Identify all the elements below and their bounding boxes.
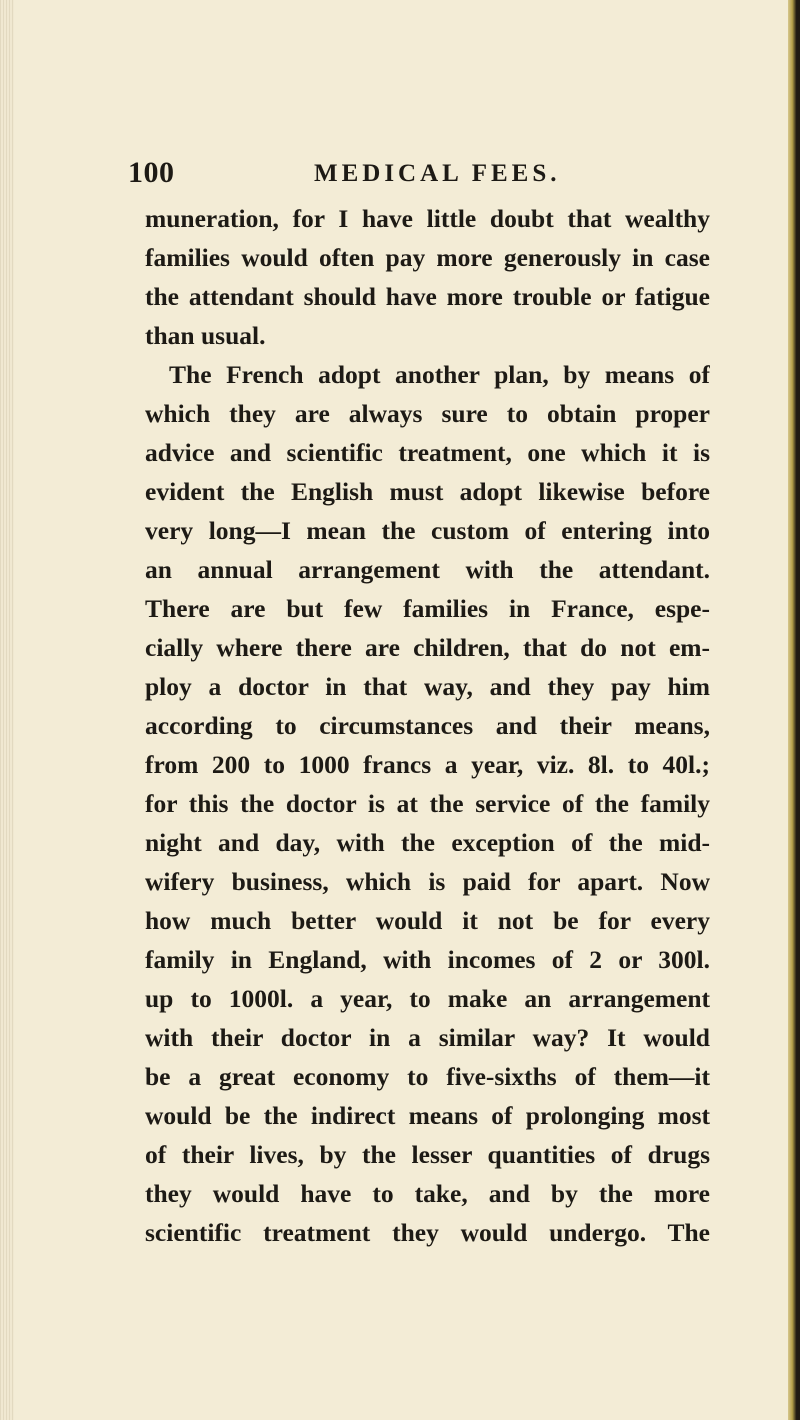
text-line: an annual arrangement with the attendant. [145,555,710,584]
body-text [145,199,710,1252]
text-line: families would often pay more generously in case [145,243,710,272]
text-line: night and day, with the exception of the mid- [145,828,710,857]
text-line: they would have to take, and by the more [145,1179,710,1208]
page-left-edge [0,0,14,1420]
text-line: The French adopt another plan, by means of [169,360,710,389]
running-head: MEDICAL FEES. [314,160,561,187]
text-line: of their lives, by the lesser quantities of drugs [145,1140,710,1169]
text-line: according to circumstances and their means, [145,711,710,740]
text-line: family in England, with incomes of 2 or 300l. [145,945,710,974]
text-line: which they are always sure to obtain proper [145,399,710,428]
text-line: how much better would it not be for every [145,906,710,935]
text-line: cially where there are children, that do not em- [145,633,710,662]
text-line: than usual. [145,321,266,350]
text-line: ploy a doctor in that way, and they pay him [145,672,710,701]
text-line: very long—I mean the custom of entering into [145,516,710,545]
text-line: advice and scientific treatment, one which it is [145,438,710,467]
text-line: wifery business, which is paid for apart. Now [145,867,710,896]
text-line: muneration, for I have little doubt that wealthy [145,204,710,233]
text-line: with their doctor in a similar way? It would [145,1023,710,1052]
text-line: be a great economy to five-sixths of them—it [145,1062,710,1091]
page-number: 100 [128,156,175,189]
page-header [128,156,688,196]
text-line: up to 1000l. a year, to make an arrangement [145,984,710,1013]
text-line: for this the doctor is at the service of the family [145,789,710,818]
text-line: from 200 to 1000 francs a year, viz. 8l. to 40l.; [145,750,710,779]
text-line: scientific treatment they would undergo. The [145,1218,710,1247]
text-line: would be the indirect means of prolonging most [145,1101,710,1130]
text-line: the attendant should have more trouble or fatigue [145,282,710,311]
text-line: evident the English must adopt likewise before [145,477,710,506]
text-line: There are but few families in France, espe- [145,594,710,623]
page-right-edge [788,0,800,1420]
